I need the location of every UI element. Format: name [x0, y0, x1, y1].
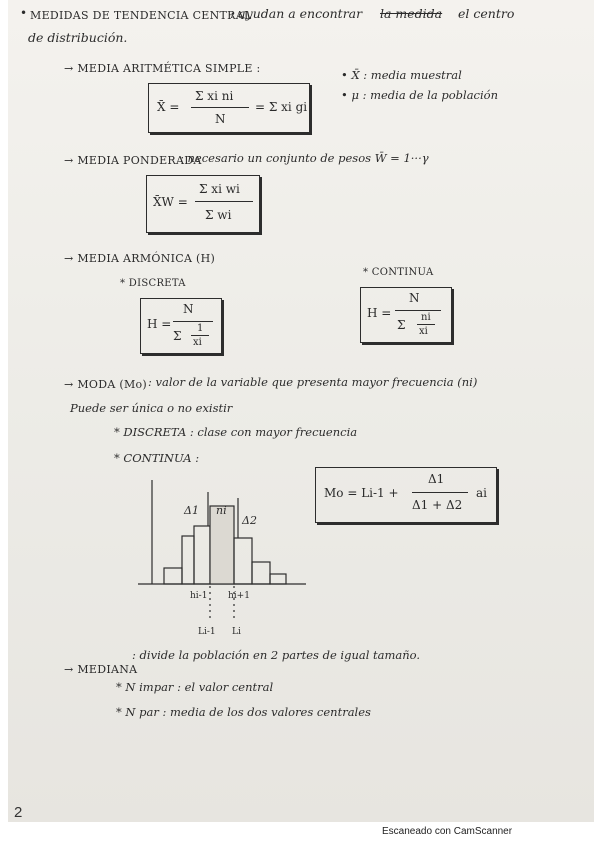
aritmetica-denominator: N — [215, 112, 226, 126]
moda-desc: : valor de la variable que presenta mayor frecuencia (ni) — [148, 375, 478, 389]
mediana-desc: : divide la población en 2 partes de igual tamaño. — [132, 648, 421, 662]
armonica-d-numerator: N — [183, 302, 194, 316]
armonica-continua-box — [360, 287, 452, 343]
armonica-d-inner-den: xi — [193, 337, 202, 348]
armonica-c-sigma: Σ — [397, 318, 406, 332]
histogram-label-hnext: hi+1 — [228, 591, 250, 601]
histogram-bar-prev — [194, 526, 210, 584]
header-line2: de distribución. — [28, 30, 128, 45]
aritmetica-rhs: = Σ xi gi — [255, 100, 308, 114]
header-intro: : ayudan a encontrar — [230, 6, 363, 21]
header-bullet: • — [20, 6, 28, 20]
armonica-c-inner-bar — [417, 324, 435, 325]
ponderada-lhs: X̄W = — [153, 195, 188, 209]
ponderada-formula-box — [146, 175, 260, 233]
histogram-bar-next — [234, 538, 252, 584]
mediana-heading: → MEDIANA — [64, 663, 138, 676]
aritmetica-fraction-bar — [191, 107, 249, 108]
histogram-bar-6 — [252, 562, 270, 584]
histogram-label-lprev: Li-1 — [198, 627, 216, 637]
moda-discreta: * DISCRETA : clase con mayor frecuencia — [114, 425, 358, 439]
mediana-impar: * N impar : el valor central — [116, 680, 274, 694]
armonica-d-fraction-bar — [173, 321, 213, 322]
armonica-discreta-label: * DISCRETA — [120, 278, 186, 289]
histogram-bar-modal — [210, 506, 234, 584]
moda-lhs: Mo = Li-1 + — [324, 486, 399, 500]
armonica-d-lhs: H = — [147, 317, 172, 331]
armonica-discreta-box — [140, 298, 222, 354]
moda-fraction-bar — [412, 492, 468, 493]
histogram-label-hprev: hi-1 — [190, 591, 208, 601]
note-media-poblacion: • μ : media de la población — [341, 88, 499, 102]
armonica-d-sigma: Σ — [173, 329, 182, 343]
mode-histogram — [128, 480, 308, 640]
ponderada-fraction-bar — [195, 201, 253, 202]
moda-formula-box — [315, 467, 497, 523]
armonica-d-inner-num: 1 — [197, 323, 204, 334]
histogram-label-ni: ni — [216, 504, 227, 517]
section-title: MEDIDAS DE TENDENCIA CENTRAL — [30, 9, 252, 22]
ponderada-numerator: Σ xi wi — [199, 182, 240, 196]
moda-denominator: Δ1 + Δ2 — [412, 498, 463, 512]
moda-continua: * CONTINUA : — [114, 451, 200, 465]
armonica-c-lhs: H = — [367, 306, 392, 320]
notebook-page — [8, 0, 594, 822]
histogram-label-li: Li — [232, 627, 241, 637]
ponderada-heading: → MEDIA PONDERADA — [64, 154, 202, 167]
aritmetica-formula-box — [148, 83, 310, 133]
histogram-bar-7 — [270, 574, 286, 584]
aritmetica-numerator: Σ xi ni — [195, 89, 234, 103]
scanner-watermark: Escaneado con CamScanner — [382, 826, 513, 837]
aritmetica-heading: → MEDIA ARITMÉTICA SIMPLE : — [64, 62, 261, 75]
histogram-bar-2 — [182, 536, 194, 584]
moda-numerator: Δ1 — [428, 472, 445, 486]
armonica-d-inner-bar — [191, 335, 209, 336]
moda-heading: → MODA (Mo) — [64, 378, 148, 391]
header-struck-word: la medida — [380, 6, 443, 21]
moda-rhs: ai — [476, 486, 487, 500]
armonica-continua-label: * CONTINUA — [363, 267, 434, 278]
histogram-label-delta1: Δ1 — [184, 504, 199, 517]
histogram-label-delta2: Δ2 — [242, 514, 257, 527]
header-rest: el centro — [458, 6, 515, 21]
ponderada-desc: : necesario un conjunto de pesos W̄ = 1···γ — [180, 151, 429, 165]
moda-line2: Puede ser única o no existir — [70, 401, 233, 415]
ponderada-denominator: Σ wi — [205, 208, 232, 222]
aritmetica-lhs: X̄ = — [157, 100, 180, 114]
armonica-c-numerator: N — [409, 291, 420, 305]
armonica-c-inner-num: ni — [421, 312, 431, 323]
note-media-muestral: • X̄ : media muestral — [341, 68, 462, 82]
armonica-heading: → MEDIA ARMÓNICA (H) — [64, 252, 216, 265]
armonica-c-fraction-bar — [395, 310, 441, 311]
armonica-c-inner-den: xi — [419, 326, 428, 337]
mediana-par: * N par : media de los dos valores centrales — [116, 705, 371, 719]
page-number: 2 — [14, 804, 23, 821]
histogram-bar-1 — [164, 568, 182, 584]
